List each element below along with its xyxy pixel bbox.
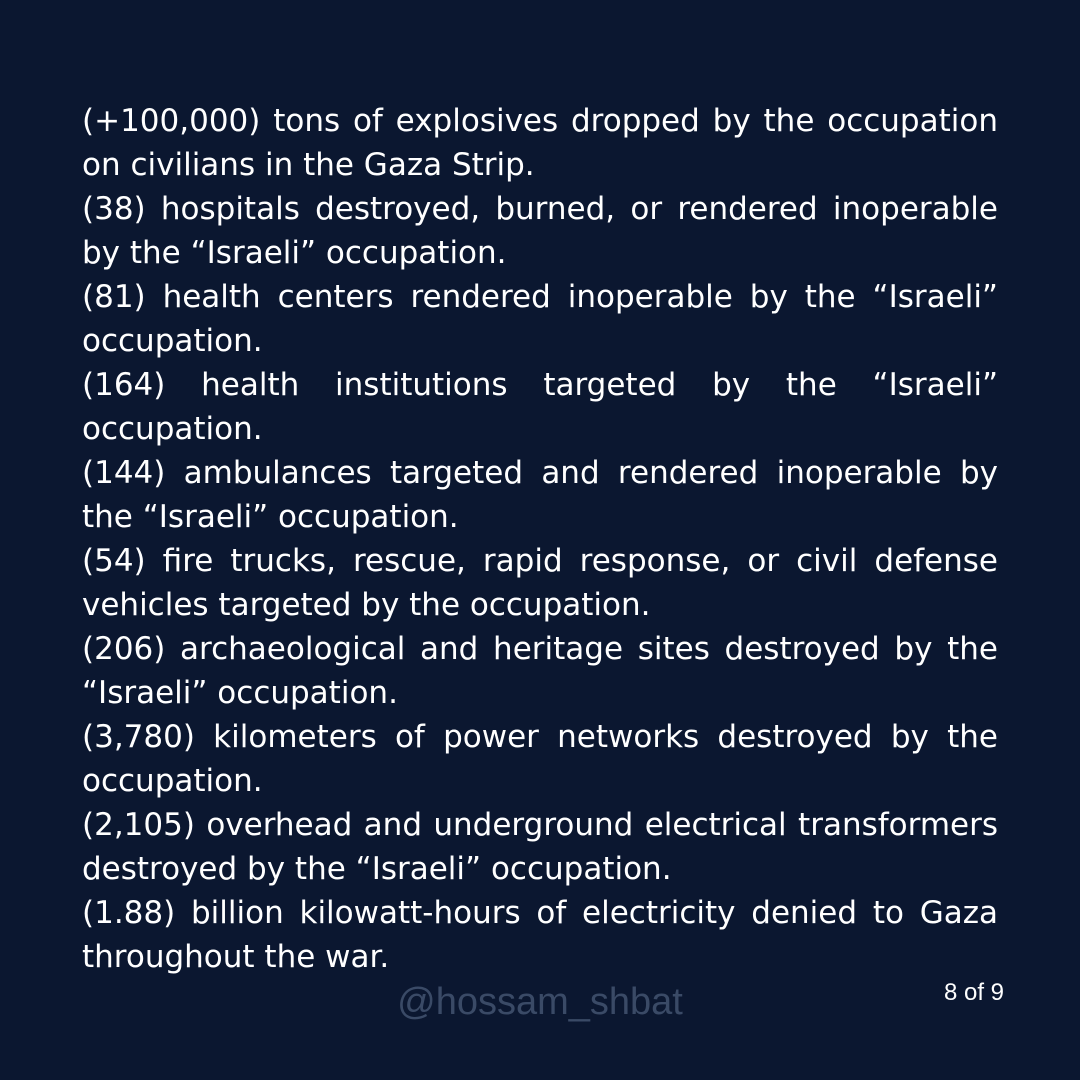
stat-item: (3,780) kilometers of power networks destroyed by the occupation. — [82, 719, 998, 799]
stat-item: (+100,000) tons of explosives dropped by the occupation on civilians in the Gaza Strip. — [82, 103, 998, 183]
stat-item: (1.88) billion kilowatt-hours of electricity denied to Gaza throughout the war. — [82, 895, 998, 975]
stat-item: (38) hospitals destroyed, burned, or rendered inoperable by the “Israeli” occupation. — [82, 191, 998, 271]
stat-item: (2,105) overhead and underground electrical transformers destroyed by the “Israeli” occupation. — [82, 807, 998, 887]
stat-item: (54) fire trucks, rescue, rapid response, or civil defense vehicles targeted by the occupation. — [82, 543, 998, 623]
stat-item: (81) health centers rendered inoperable by the “Israeli” occupation. — [82, 279, 998, 359]
stat-item: (144) ambulances targeted and rendered inoperable by the “Israeli” occupation. — [82, 455, 998, 535]
stat-item: (164) health institutions targeted by the “Israeli” occupation. — [82, 367, 998, 447]
stat-item: (206) archaeological and heritage sites destroyed by the “Israeli” occupation. — [82, 631, 998, 711]
watermark-handle: @hossam_shbat — [397, 981, 683, 1023]
page-counter: 8 of 9 — [943, 979, 1004, 1006]
stats-list — [82, 99, 998, 979]
